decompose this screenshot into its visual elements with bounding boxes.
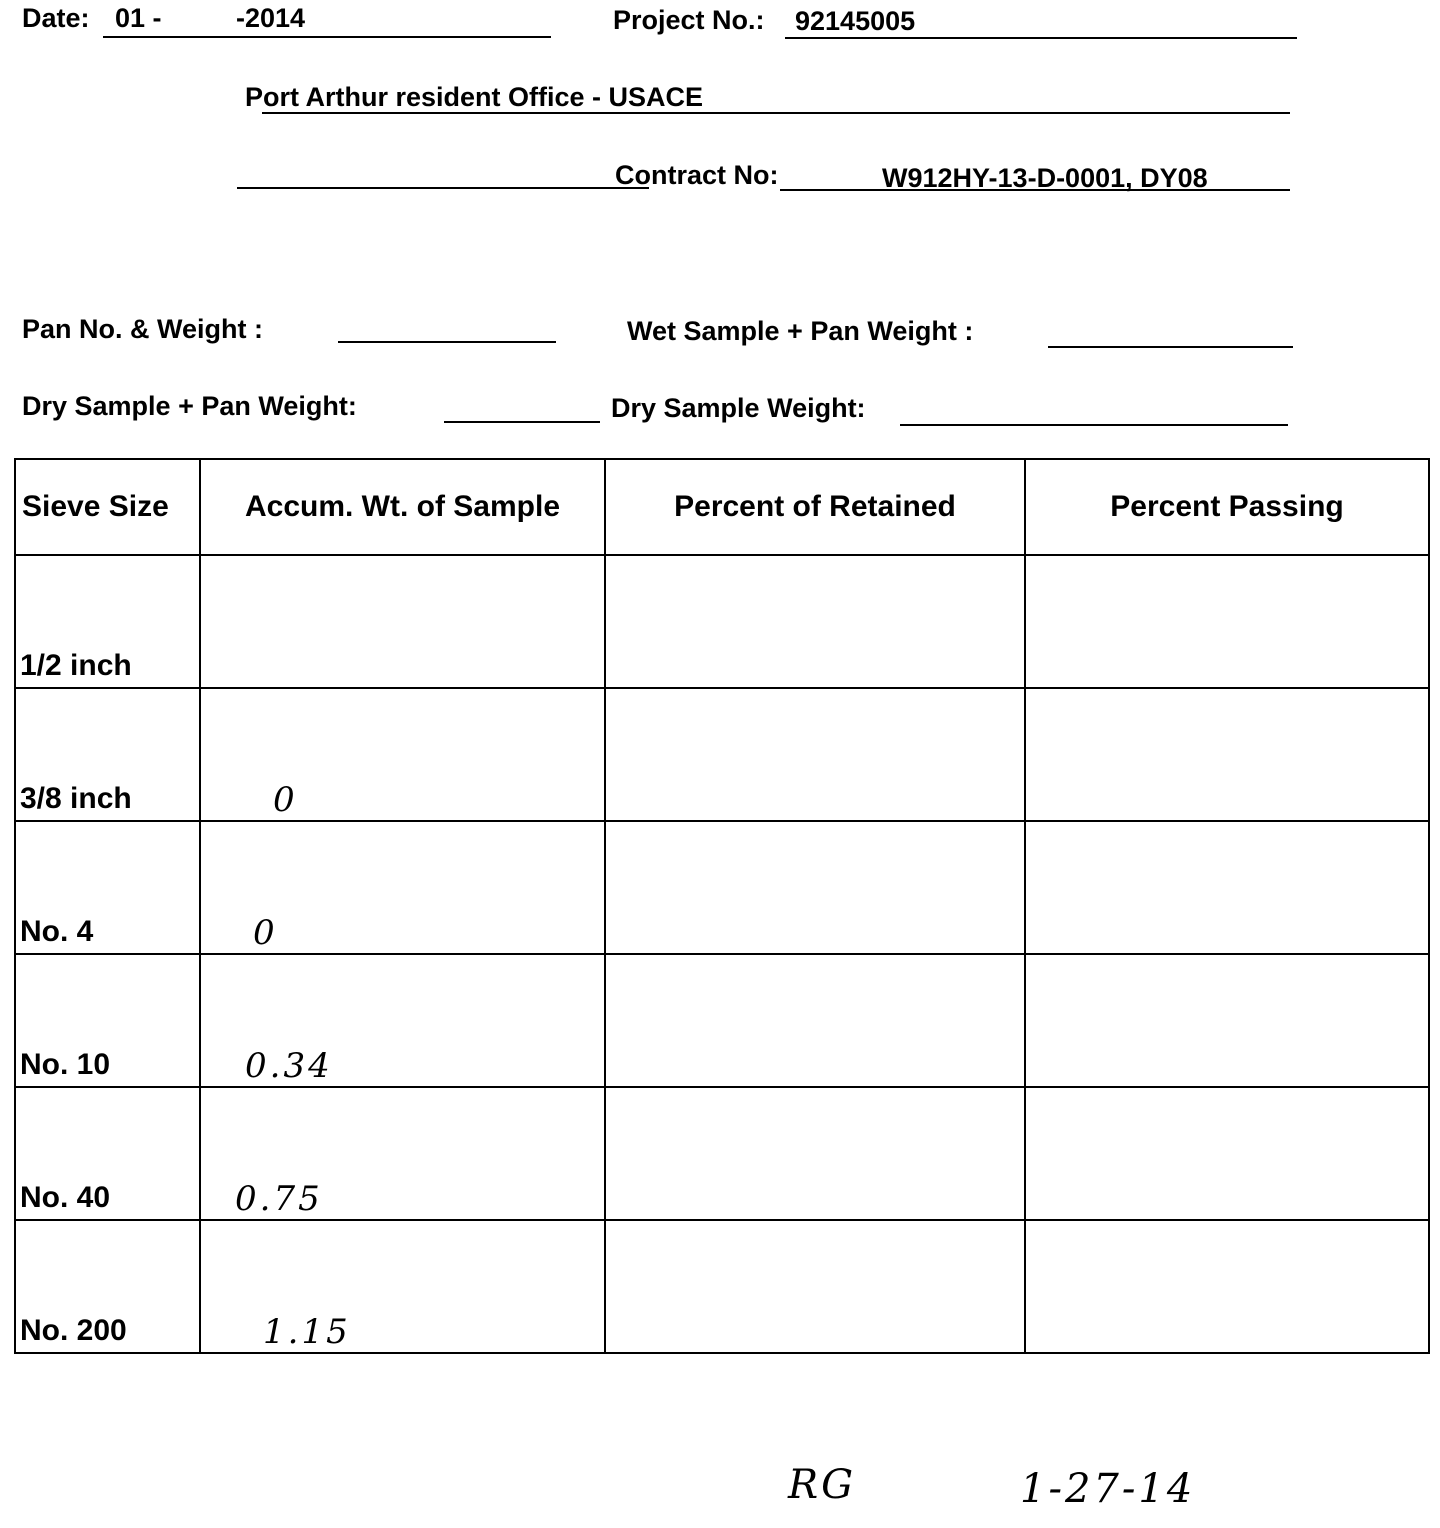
table-row <box>15 688 1429 821</box>
retained-cell[interactable] <box>605 821 1025 954</box>
header-accum-weight: Accum. Wt. of Sample <box>200 459 605 555</box>
date-underline <box>103 36 551 38</box>
header-sieve-size: Sieve Size <box>15 459 200 555</box>
wet-sample-field[interactable] <box>1048 346 1293 348</box>
project-value: 92145005 <box>795 6 916 36</box>
passing-cell[interactable] <box>1025 1220 1429 1353</box>
accum-value: 0 <box>253 913 278 953</box>
accum-cell[interactable] <box>200 688 605 821</box>
initials-signature: RG <box>788 1462 857 1508</box>
table-row <box>15 821 1429 954</box>
retained-cell[interactable] <box>605 954 1025 1087</box>
sieve-cell <box>15 1087 200 1220</box>
sieve-label: 1/2 inch <box>20 649 132 682</box>
table-row <box>15 1220 1429 1353</box>
accum-cell[interactable] <box>200 821 605 954</box>
header-percent-retained: Percent of Retained <box>605 459 1025 555</box>
accum-value: 0.34 <box>245 1046 333 1086</box>
retained-cell[interactable] <box>605 1087 1025 1220</box>
retained-cell[interactable] <box>605 555 1025 688</box>
project-label: Project No.: <box>613 5 765 35</box>
signed-date: 1-27-14 <box>1020 1466 1196 1512</box>
dry-sample-field[interactable] <box>900 424 1288 426</box>
passing-cell[interactable] <box>1025 555 1429 688</box>
date-value-part2: -2014 <box>236 3 306 33</box>
retained-cell[interactable] <box>605 688 1025 821</box>
contract-underline <box>780 189 1290 191</box>
sieve-cell <box>15 688 200 821</box>
office-title: Port Arthur resident Office - USACE <box>245 82 704 112</box>
table-row <box>15 1087 1429 1220</box>
pan-weight-label: Pan No. & Weight : <box>22 314 263 344</box>
passing-cell[interactable] <box>1025 954 1429 1087</box>
contract-value: W912HY-13-D-0001, DY08 <box>882 163 1208 193</box>
sieve-analysis-table <box>14 458 1430 1354</box>
sieve-cell <box>15 1220 200 1353</box>
dry-sample-label: Dry Sample Weight: <box>611 393 866 423</box>
wet-sample-label: Wet Sample + Pan Weight : <box>627 316 974 346</box>
accum-value: 0.75 <box>235 1179 323 1219</box>
sieve-label: No. 4 <box>20 915 94 948</box>
dry-pan-label: Dry Sample + Pan Weight: <box>22 391 357 421</box>
project-underline <box>785 37 1297 39</box>
sieve-label: No. 200 <box>20 1314 127 1347</box>
passing-cell[interactable] <box>1025 1087 1429 1220</box>
accum-cell[interactable] <box>200 1087 605 1220</box>
dry-pan-field[interactable] <box>444 421 600 423</box>
accum-value: 0 <box>273 780 298 820</box>
accum-cell[interactable] <box>200 555 605 688</box>
sieve-label: No. 10 <box>20 1048 111 1081</box>
retained-cell[interactable] <box>605 1220 1025 1353</box>
sieve-label: 3/8 inch <box>20 782 132 815</box>
contract-left-underline <box>237 187 649 189</box>
passing-cell[interactable] <box>1025 688 1429 821</box>
sieve-cell <box>15 555 200 688</box>
table-row <box>15 555 1429 688</box>
sieve-cell <box>15 821 200 954</box>
sieve-label: No. 40 <box>20 1181 111 1214</box>
date-label: Date: <box>22 3 90 33</box>
table-row <box>15 954 1429 1087</box>
office-underline <box>262 112 1290 114</box>
pan-weight-field[interactable] <box>338 341 556 343</box>
passing-cell[interactable] <box>1025 821 1429 954</box>
date-value-part1: 01 - <box>115 3 162 33</box>
accum-cell[interactable] <box>200 1220 605 1353</box>
header-percent-passing: Percent Passing <box>1025 459 1429 555</box>
accum-value: 1.15 <box>263 1312 351 1352</box>
sieve-cell <box>15 954 200 1087</box>
table-header-row <box>15 459 1429 555</box>
accum-cell[interactable] <box>200 954 605 1087</box>
contract-label: Contract No: <box>615 160 779 190</box>
